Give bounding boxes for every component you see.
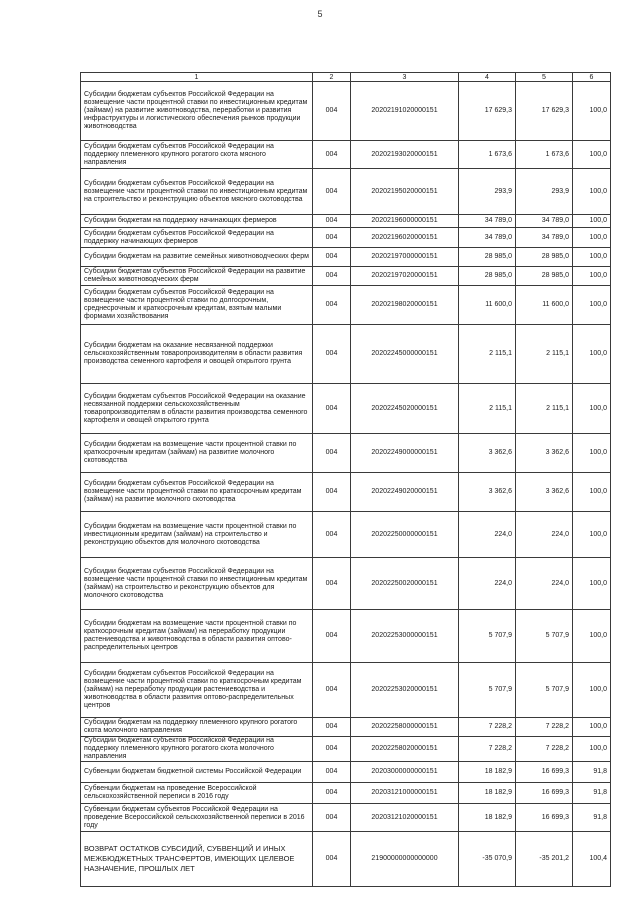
budget-class-code: 20202249000000151 [351,434,459,473]
admin-code: 004 [313,473,351,512]
actual-amount: 34 789,0 [516,215,573,228]
row-description: Субсидии бюджетам на оказание несвязанной поддержки сельскохозяйственным товаропроизводителям в области развития производства семенного картофеля и овощей открытого грунта [81,325,313,384]
admin-code: 004 [313,228,351,248]
actual-amount: 16 699,3 [516,783,573,804]
planned-amount: 28 985,0 [459,248,516,267]
table-row [81,832,611,887]
budget-class-code: 20203000000000151 [351,762,459,783]
budget-class-code: 20202258020000151 [351,737,459,762]
budget-class-code: 20202198020000151 [351,286,459,325]
table-row [81,663,611,718]
planned-amount: 11 600,0 [459,286,516,325]
admin-code: 004 [313,762,351,783]
budget-class-code: 20202195020000151 [351,169,459,215]
actual-amount: 3 362,6 [516,434,573,473]
admin-code: 004 [313,804,351,832]
column-header: 2 [313,73,351,82]
execution-percent: 91,8 [573,762,611,783]
execution-percent: 91,8 [573,783,611,804]
budget-class-code: 20203121020000151 [351,804,459,832]
admin-code: 004 [313,286,351,325]
row-description: ВОЗВРАТ ОСТАТКОВ СУБСИДИЙ, СУБВЕНЦИЙ И ИНЫХ МЕЖБЮДЖЕТНЫХ ТРАНСФЕРТОВ, ИМЕЮЩИХ ЦЕЛЕВОЕ НАЗНАЧЕНИЕ, ПРОШЛЫХ ЛЕТ [81,832,313,887]
planned-amount: 18 182,9 [459,783,516,804]
planned-amount: 7 228,2 [459,718,516,737]
budget-class-code: 20202245020000151 [351,384,459,434]
planned-amount: 18 182,9 [459,762,516,783]
row-description: Субсидии бюджетам субъектов Российской Федерации на возмещение части процентной ставки по инвестиционным кредитам (займам) на развитие животноводства, переработки и развития инфраструктуры и логистического обеспечения рынков продукции животноводства [81,82,313,141]
table-row [81,558,611,610]
table-row [81,473,611,512]
actual-amount: 3 362,6 [516,473,573,512]
budget-class-code: 21900000000000000 [351,832,459,887]
execution-percent: 100,0 [573,141,611,169]
execution-percent: 100,4 [573,832,611,887]
admin-code: 004 [313,718,351,737]
admin-code: 004 [313,384,351,434]
row-description: Субсидии бюджетам субъектов Российской Федерации на поддержку племенного крупного рогатого скота молочного направления [81,737,313,762]
table-row [81,169,611,215]
actual-amount: 16 699,3 [516,762,573,783]
planned-amount: 5 707,9 [459,663,516,718]
planned-amount: 2 115,1 [459,325,516,384]
column-header: 6 [573,73,611,82]
table-row [81,248,611,267]
table-row [81,286,611,325]
execution-percent: 100,0 [573,82,611,141]
table-row [81,737,611,762]
planned-amount: 1 673,6 [459,141,516,169]
actual-amount: 34 789,0 [516,228,573,248]
execution-percent: 100,0 [573,169,611,215]
row-description: Субсидии бюджетам субъектов Российской Федерации на возмещение части процентной ставки по долгосрочным, среднесрочным и краткосрочным кредитам, взятым малыми формами хозяйствования [81,286,313,325]
row-description: Субсидии бюджетам субъектов Российской Федерации на возмещение части процентной ставки по инвестиционным кредитам (займам) на строительство и реконструкцию объектов для молочного скотоводства [81,558,313,610]
execution-percent: 100,0 [573,512,611,558]
admin-code: 004 [313,610,351,663]
planned-amount: 293,9 [459,169,516,215]
table-row [81,82,611,141]
execution-percent: 100,0 [573,473,611,512]
budget-class-code: 20202253000000151 [351,610,459,663]
execution-percent: 100,0 [573,215,611,228]
planned-amount: 3 362,6 [459,473,516,512]
execution-percent: 100,0 [573,267,611,286]
column-header: 4 [459,73,516,82]
admin-code: 004 [313,215,351,228]
row-description: Субвенции бюджетам бюджетной системы Российской Федерации [81,762,313,783]
admin-code: 004 [313,267,351,286]
budget-class-code: 20203121000000151 [351,783,459,804]
execution-percent: 100,0 [573,718,611,737]
budget-class-code: 20202197020000151 [351,267,459,286]
actual-amount: 16 699,3 [516,804,573,832]
budget-class-code: 20202258000000151 [351,718,459,737]
table-row [81,804,611,832]
admin-code: 004 [313,82,351,141]
row-description: Субсидии бюджетам субъектов Российской Федерации на поддержку племенного крупного рогатого скота мясного направления [81,141,313,169]
table-row [81,325,611,384]
budget-class-code: 20202245000000151 [351,325,459,384]
admin-code: 004 [313,434,351,473]
budget-class-code: 20202196020000151 [351,228,459,248]
execution-percent: 100,0 [573,737,611,762]
budget-class-code: 20202250000000151 [351,512,459,558]
row-description: Субсидии бюджетам субъектов Российской Федерации на поддержку начинающих фермеров [81,228,313,248]
actual-amount: 224,0 [516,558,573,610]
budget-class-code: 20202253020000151 [351,663,459,718]
table-row [81,384,611,434]
actual-amount: 17 629,3 [516,82,573,141]
planned-amount: 34 789,0 [459,228,516,248]
admin-code: 004 [313,558,351,610]
column-header: 1 [81,73,313,82]
budget-class-code: 20202193020000151 [351,141,459,169]
planned-amount: 18 182,9 [459,804,516,832]
admin-code: 004 [313,325,351,384]
table-row [81,512,611,558]
admin-code: 004 [313,663,351,718]
planned-amount: 3 362,6 [459,434,516,473]
actual-amount: 7 228,2 [516,718,573,737]
table-row [81,610,611,663]
planned-amount: 7 228,2 [459,737,516,762]
execution-percent: 100,0 [573,228,611,248]
execution-percent: 100,0 [573,434,611,473]
table-row [81,141,611,169]
admin-code: 004 [313,783,351,804]
execution-percent: 100,0 [573,384,611,434]
row-description: Субсидии бюджетам на возмещение части процентной ставки по краткосрочным кредитам (займам) на переработку продукции растениеводства и животноводства в области развития оптово-распределительных центров [81,610,313,663]
actual-amount: 5 707,9 [516,610,573,663]
row-description: Субсидии бюджетам субъектов Российской Федерации на возмещение части процентной ставки по краткосрочным кредитам (займам) на переработку продукции растениеводства и животноводства в области развития оптово-распределительных центров [81,663,313,718]
admin-code: 004 [313,512,351,558]
actual-amount: 2 115,1 [516,384,573,434]
row-description: Субвенции бюджетам на проведение Всероссийской сельскохозяйственной переписи в 2016 году [81,783,313,804]
execution-percent: 100,0 [573,248,611,267]
actual-amount: 2 115,1 [516,325,573,384]
actual-amount: 224,0 [516,512,573,558]
row-description: Субсидии бюджетам на возмещение части процентной ставки по краткосрочным кредитам (займам) на развитие молочного скотоводства [81,434,313,473]
table-row [81,783,611,804]
admin-code: 004 [313,141,351,169]
budget-class-code: 20202197000000151 [351,248,459,267]
row-description: Субсидии бюджетам субъектов Российской Федерации на оказание несвязанной поддержки сельскохозяйственным товаропроизводителям в области развития производства семенного картофеля и овощей открытого грунта [81,384,313,434]
table-row [81,267,611,286]
execution-percent: 100,0 [573,558,611,610]
table-header-row [81,73,611,82]
planned-amount: 17 629,3 [459,82,516,141]
column-header: 5 [516,73,573,82]
budget-class-code: 20202249020000151 [351,473,459,512]
row-description: Субсидии бюджетам субъектов Российской Федерации на возмещение части процентной ставки по инвестиционным кредитам на строительство и реконструкцию объектов мясного скотоводства [81,169,313,215]
planned-amount: 224,0 [459,512,516,558]
admin-code: 004 [313,169,351,215]
table-row [81,434,611,473]
table-row [81,228,611,248]
table-row [81,718,611,737]
planned-amount: 2 115,1 [459,384,516,434]
actual-amount: 1 673,6 [516,141,573,169]
table-row [81,215,611,228]
row-description: Субсидии бюджетам субъектов Российской Федерации на развитие семейных животноводческих ферм [81,267,313,286]
page-number: 5 [317,9,323,19]
admin-code: 004 [313,248,351,267]
row-description: Субвенции бюджетам субъектов Российской Федерации на проведение Всероссийской сельскохозяйственной переписи в 2016 году [81,804,313,832]
budget-class-code: 20202196000000151 [351,215,459,228]
column-header: 3 [351,73,459,82]
budget-table [80,72,611,887]
execution-percent: 100,0 [573,610,611,663]
row-description: Субсидии бюджетам на поддержку племенного крупного рогатого скота молочного направления [81,718,313,737]
actual-amount: 293,9 [516,169,573,215]
row-description: Субсидии бюджетам на развитие семейных животноводческих ферм [81,248,313,267]
execution-percent: 100,0 [573,325,611,384]
actual-amount: 28 985,0 [516,248,573,267]
actual-amount: 28 985,0 [516,267,573,286]
row-description: Субсидии бюджетам на возмещение части процентной ставки по инвестиционным кредитам (займам) на строительство и реконструкцию объектов для молочного скотоводства [81,512,313,558]
actual-amount: -35 201,2 [516,832,573,887]
row-description: Субсидии бюджетам субъектов Российской Федерации на возмещение части процентной ставки по краткосрочным кредитам (займам) на развитие молочного скотоводства [81,473,313,512]
planned-amount: -35 070,9 [459,832,516,887]
admin-code: 004 [313,737,351,762]
actual-amount: 5 707,9 [516,663,573,718]
planned-amount: 34 789,0 [459,215,516,228]
planned-amount: 28 985,0 [459,267,516,286]
budget-class-code: 20202250020000151 [351,558,459,610]
execution-percent: 100,0 [573,663,611,718]
planned-amount: 5 707,9 [459,610,516,663]
execution-percent: 91,8 [573,804,611,832]
table-row [81,762,611,783]
admin-code: 004 [313,832,351,887]
actual-amount: 11 600,0 [516,286,573,325]
actual-amount: 7 228,2 [516,737,573,762]
row-description: Субсидии бюджетам на поддержку начинающих фермеров [81,215,313,228]
budget-class-code: 20202191020000151 [351,82,459,141]
execution-percent: 100,0 [573,286,611,325]
planned-amount: 224,0 [459,558,516,610]
